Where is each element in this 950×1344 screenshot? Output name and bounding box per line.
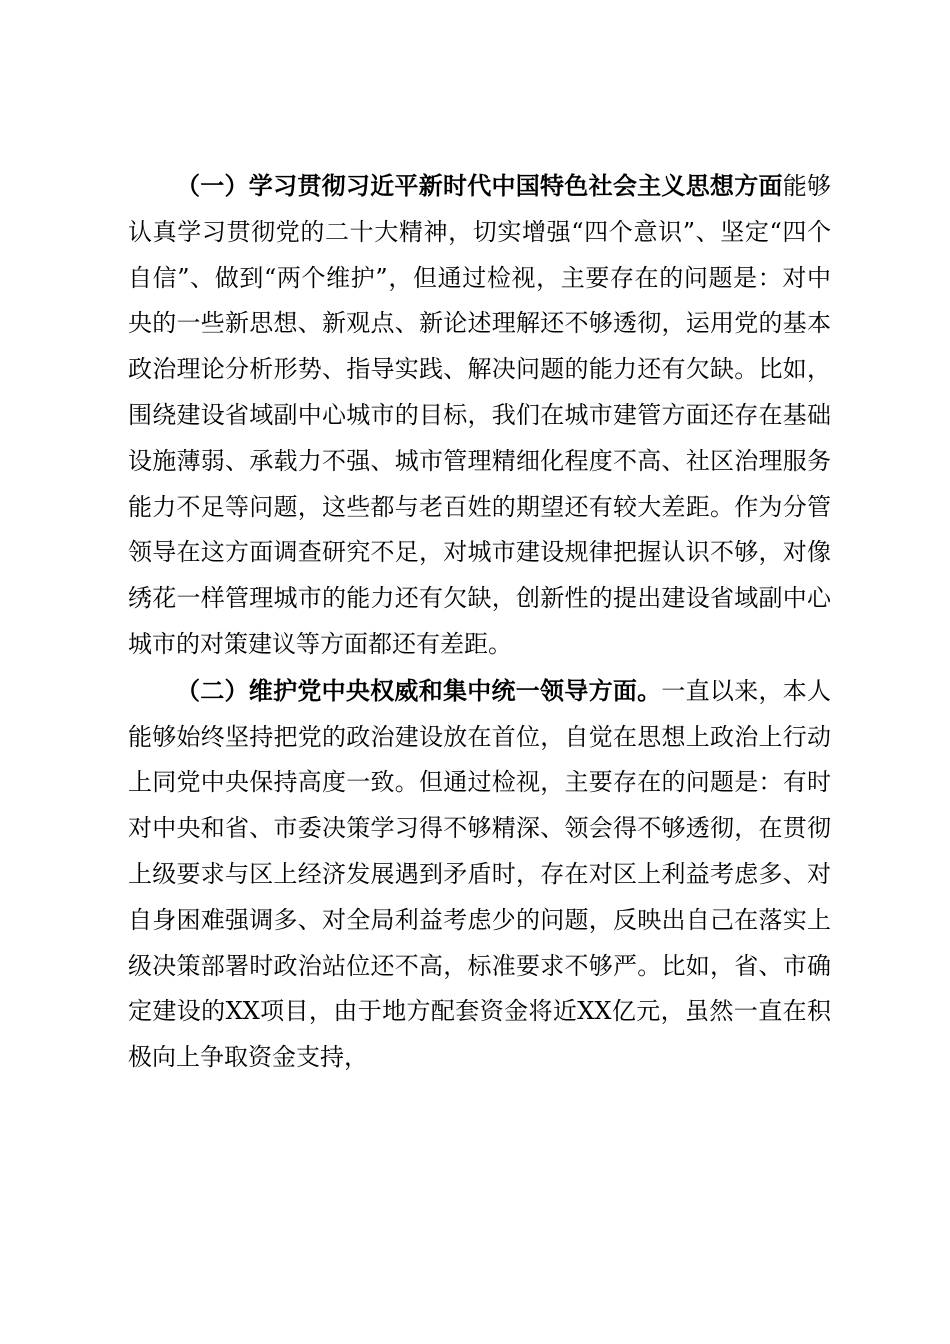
paragraph-study-thought [128, 163, 831, 668]
document-body [128, 163, 831, 1081]
section-heading-1: （一）学习贯彻习近平新时代中国特色社会主义思想方面 [176, 171, 783, 200]
section-body-1: 能够认真学习贯彻党的二十大精神，切实增强“四个意识”、坚定“四个自信”、做到“两个维护”，但通过检视，主要存在的问题是：对中央的一些新思想、新观点、新论述理解还不够透彻，运用党的基本政治理论分析形势、指导实践、解决问题的能力还有欠缺。比如，围绕建设省域副中心城市的目标，我们在城市建管方面还存在基础设施薄弱、承载力不强、城市管理精细化程度不高、社区治理服务能力不足等问题，这些都与老百姓的期望还有较大差距。作为分管领导在这方面调查研究不足，对城市建设规律把握认识不够，对像绣花一样管理城市的能力还有欠缺，创新性的提出建设省域副中心城市的对策建议等方面都还有差距。 [128, 172, 832, 658]
section-heading-2: （二）维护党中央权威和集中统一领导方面。 [176, 675, 662, 705]
paragraph-maintain-authority [128, 668, 831, 1081]
section-body-2: 一直以来，本人能够始终坚持把党的政治建设放在首位，自觉在思想上政治上行动上同党中央保持高度一致。但通过检视，主要存在的问题是：有时对中央和省、市委决策学习得不够精深、领会得不够透彻，在贯彻上级要求与区上经济发展遇到矛盾时，存在对区上利益考虑多、对自身困难强调多、对全局利益考虑少的问题，反映出自己在落实上级决策部署时政治站位还不高，标准要求不够严。比如，省、市确定建设的XX项目，由于地方配套资金将近XX亿元，虽然一直在积极向上争取资金支持， [128, 676, 832, 1072]
